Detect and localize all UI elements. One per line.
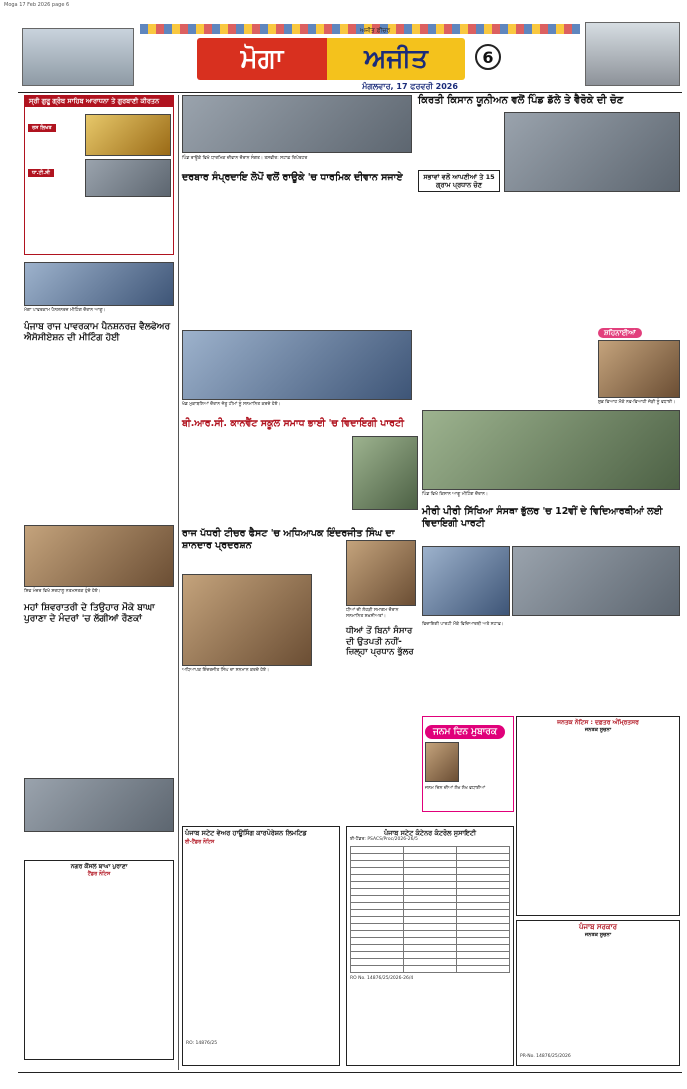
shivratri-body xyxy=(24,660,174,775)
amritsar-body xyxy=(520,736,676,910)
kirti-photo xyxy=(504,112,680,192)
miri-piri-caption: ਵਿਦਾਇਗੀ ਪਾਰਟੀ ਮੌਕੇ ਵਿਦਿਆਰਥੀ ਅਤੇ ਸਟਾਫ਼। xyxy=(422,622,504,627)
punjab-sarkar-footer: PR-No. 14876/25/2026 xyxy=(520,1054,571,1059)
punjab-sarkar-title: ਪੰਜਾਬ ਸਰਕਾਰ xyxy=(578,923,617,931)
notice-left-sub: ਟੈਂਡਰ ਨੋਟਿਸ xyxy=(87,870,111,877)
punjab-sarkar-sub: ਜਨਤਕ ਸੂਚਨਾ xyxy=(585,931,611,938)
pensioners-caption: ਮੋਗਾ ਪਾਵਰਕਾਮ ਪੈਨਸ਼ਨਰਜ਼ ਮੀਟਿੰਗ ਦੌਰਾਨ ਆਗੂ। xyxy=(24,308,106,313)
masthead-tag: ਅਜੀਤ ਫ਼ੀਚਰ xyxy=(360,27,391,34)
diwan-caption: ਪਿੰਡ ਰਾਊਕੇ ਵਿਖੇ ਧਾਰਮਿਕ ਦੀਵਾਨ ਦੌਰਾਨ ਸੰਗਤ। ਤਸਵੀਰ: ਸਟਾਫ਼ ਰਿਪੋਰਟਰ xyxy=(182,156,308,161)
dhiyan-photo xyxy=(346,540,416,606)
warehousing-title: ਪੰਜਾਬ ਸਟੇਟ ਵੇਅਰ ਹਾਊਸਿੰਗ ਕਾਰਪੋਰੇਸ਼ਨ ਲਿਮਟਿਡ xyxy=(185,829,307,837)
page-number: 6 xyxy=(475,44,501,70)
visit-photo xyxy=(422,410,680,490)
kirtan-sub2: ਧਾ.ਟੀ.ਸੀ xyxy=(28,159,54,178)
pensioners-body xyxy=(24,350,174,520)
janamdin-caption: ਜਨਮ ਦਿਨ ਦੀਆਂ ਲੱਖ ਲੱਖ ਵਧਾਈਆਂ xyxy=(425,786,486,791)
teacher-body xyxy=(182,682,342,822)
notice-left-body xyxy=(28,880,170,1050)
diwan-body xyxy=(182,196,412,324)
warehousing-body xyxy=(186,848,336,1038)
warehousing-ad xyxy=(182,826,340,1066)
kirtan-box xyxy=(24,95,174,255)
miri-piri-body xyxy=(422,636,680,706)
teacher-headline: ਰਾਜ ਪੱਧਰੀ ਟੀਚਰ ਫੈਸਟ 'ਚ ਅਧਿਆਪਕ ਇੰਦਰਜੀਤ ਸਿੰਘ ਦਾ ਸ਼ਾਨਦਾਰ ਪ੍ਰਦਰਸ਼ਨ xyxy=(182,528,395,551)
kirtan-body xyxy=(28,126,82,156)
issue-date: ਮੰਗਲਵਾਰ, 17 ਫਰਵਰੀ 2026 xyxy=(362,82,458,91)
print-slug: Moga 17 Feb 2026 page 6 xyxy=(4,2,70,8)
kirtan-photo-2 xyxy=(85,159,171,197)
warehousing-sub: ਈ-ਟੈਂਡਰ ਨੋਟਿਸ xyxy=(185,839,215,846)
pscc-footer: RO No. 14876/25/2026-26/4 xyxy=(350,975,414,981)
kirtan-sub1: ਰਸ ਲਿਖਤ xyxy=(28,114,68,133)
logo-ajit: ਅਜੀਤ xyxy=(327,38,465,80)
sports-caption: ਖੇਡ ਮੁਕਾਬਲਿਆਂ ਦੌਰਾਨ ਜੇਤੂ ਟੀਮਾਂ ਨੂੰ ਸਨਮਾਨਿਤ ਕਰਦੇ ਹੋਏ। xyxy=(182,402,281,407)
shehnaiyan-photo xyxy=(598,340,680,398)
pensioners-headline: ਪੰਜਾਬ ਰਾਜ ਪਾਵਰਕਾਮ ਪੈਨਸ਼ਨਰਜ਼ ਵੈਲਫੇਅਰ ਐਸੋਸੀਏਸ਼ਨ ਦੀ ਮੀਟਿੰਗ ਹੋਈ xyxy=(24,322,171,344)
janamdin-photo xyxy=(425,742,459,782)
dhiyan-headline: ਧੀਆਂ ਤੋਂ ਬਿਨਾਂ ਸੰਸਾਰ ਦੀ ਉਤਪਤੀ ਨਹੀਂ-ਜ਼ਿਲ੍ਹਾ ਪ੍ਰਧਾਨ ਭੁੱਲਰ xyxy=(346,626,414,658)
shehnaiyan-tag: ਸ਼ਹਿਨਾਈਆਂ xyxy=(598,320,642,339)
pscc-ad xyxy=(346,826,514,1066)
pscc-table xyxy=(347,843,513,976)
teacher-photo xyxy=(182,574,312,666)
farewell-headline: ਬੀ.ਆਰ.ਸੀ. ਕਾਨਵੈਂਟ ਸਕੂਲ ਸਮਾਧ ਭਾਈ 'ਚ ਵਿਦਾਇਗੀ ਪਾਰਟੀ xyxy=(182,418,404,429)
visit-caption: ਪਿੰਡ ਵਿਖੇ ਕਿਸਾਨ ਆਗੂ ਮੀਟਿੰਗ ਦੌਰਾਨ। xyxy=(422,492,488,497)
diwan-photo xyxy=(182,95,412,153)
kirti-body-2 xyxy=(504,196,680,332)
notice-left-title: ਨਗਰ ਕੌਂਸਲ ਬਾਘਾ ਪੁਰਾਣਾ xyxy=(70,863,128,870)
dhiyan-body xyxy=(346,680,418,820)
sabha-body xyxy=(418,196,500,406)
sabha-headline: ਸਭਾਵਾਂ ਵਲੋਂ ਆਪਣੀਆਂ ਤੇ 15 ਗ੍ਰਾਮ ਪ੍ਰਧਾਨ ਚੋਣ xyxy=(423,173,495,190)
amritsar-sub: ਜਨਤਕ ਸੂਚਨਾ xyxy=(585,726,611,733)
kirtan-details xyxy=(28,200,171,252)
shehnaiyan-caption: ਸ਼ੁਭ ਵਿਆਹ ਮੌਕੇ ਨਵ-ਵਿਆਹੀ ਜੋੜੀ ਨੂੰ ਵਧਾਈ। xyxy=(598,400,676,405)
punjab-sarkar-body xyxy=(520,941,676,1051)
teacher-caption: ਅਧਿਆਪਕ ਇੰਦਰਜੀਤ ਸਿੰਘ ਦਾ ਸਨਮਾਨ ਕਰਦੇ ਹੋਏ। xyxy=(182,668,270,673)
miri-piri-photo-2 xyxy=(512,546,680,616)
farewell-body xyxy=(182,436,350,518)
pscc-sub: ਈ-ਟੈਂਡਰ: PSACS/Proc/2026-26/5 xyxy=(350,837,418,843)
logo-moga: ਮੋਗਾ xyxy=(197,38,327,80)
sabha-box xyxy=(418,170,500,192)
pensioners-photo xyxy=(24,262,174,306)
shivratri-caption: ਸ਼ਿਵ ਮੰਦਰ ਵਿਖੇ ਸ਼ਰਧਾਲੂ ਨਤਮਸਤਕ ਹੁੰਦੇ ਹੋਏ। xyxy=(24,589,101,594)
farewell-photo xyxy=(352,436,418,510)
kirtan-headline: ਸ੍ਰੀ ਗੁਰੂ ਗ੍ਰੰਥ ਸਾਹਿਬ ਆਰਾਧਨਾ ਤੇ ਗੁਰਬਾਣੀ ਕੀਰਤਨ xyxy=(25,96,173,107)
shivratri-headline: ਮਹਾਂ ਸ਼ਿਵਰਾਤਰੀ ਦੇ ਤਿਉਹਾਰ ਮੌਕੇ ਬਾਘਾ ਪੁਰਾਣਾ ਦੇ ਮੰਦਰਾਂ 'ਚ ਲੱਗੀਆਂ ਰੌਣਕਾਂ xyxy=(24,603,155,625)
dhiyan-caption: ਧੀਆਂ ਦੀ ਲੋਹੜੀ ਸਮਾਗਮ ਦੌਰਾਨ ਸਨਮਾਨਿਤ ਸ਼ਖ਼ਸੀਅਤਾਂ। xyxy=(346,608,399,619)
masthead-photo-left xyxy=(22,28,134,86)
masthead-photo-right xyxy=(585,22,680,86)
shivratri-photo xyxy=(24,525,174,587)
amritsar-title: ਜਨਤਕ ਨੋਟਿਸ : ਦਫ਼ਤਰ ਅੰਮ੍ਰਿਤਸਰ xyxy=(557,719,639,726)
golden-temple-photo xyxy=(85,114,171,156)
kirti-headline: ਕਿਰਤੀ ਕਿਸਾਨ ਯੂਨੀਅਨ ਵਲੋਂ ਪਿੰਡ ਡੱਲੇ ਤੇ ਵੈਰੋਕੇ ਦੀ ਚੋਣ xyxy=(418,95,624,106)
punjab-sarkar-ad xyxy=(516,920,680,1066)
janamdin-box xyxy=(422,716,514,812)
notice-left-ad xyxy=(24,860,174,1060)
sports-photo xyxy=(182,330,412,400)
diwan-headline: ਦਰਬਾਰ ਸੰਪ੍ਰਦਾਇ ਲੋਪੋਂ ਵਲੋਂ ਰਾਊਕੇ 'ਚ ਧਾਰਮਿਕ ਦੀਵਾਨ ਸਜਾਏ xyxy=(182,172,403,183)
amritsar-ad xyxy=(516,716,680,916)
kirti-body-1 xyxy=(418,112,500,167)
pscc-title: ਪੰਜਾਬ ਸਟੇਟ ਕੰਟੇਨਰ ਕੰਟਰੋਲ ਸੁਸਾਇਟੀ xyxy=(383,829,477,837)
warehousing-footer: RO: 14876/25 xyxy=(186,1041,218,1047)
shivratri-photo-2 xyxy=(24,778,174,832)
miri-piri-photo-1 xyxy=(422,546,510,616)
miri-piri-headline: ਮੀਰੀ ਪੀਰੀ ਸਿੱਖਿਆ ਸੰਸਥਾ ਭੁੱਲਰ 'ਚ 12ਵੀਂ ਦੇ ਵਿਦਿਆਰਥੀਆਂ ਲਈ ਵਿਦਾਇਗੀ ਪਾਰਟੀ xyxy=(422,506,663,529)
janamdin-tag: ਜਨਮ ਦਿਨ ਮੁਬਾਰਕ xyxy=(425,725,505,739)
